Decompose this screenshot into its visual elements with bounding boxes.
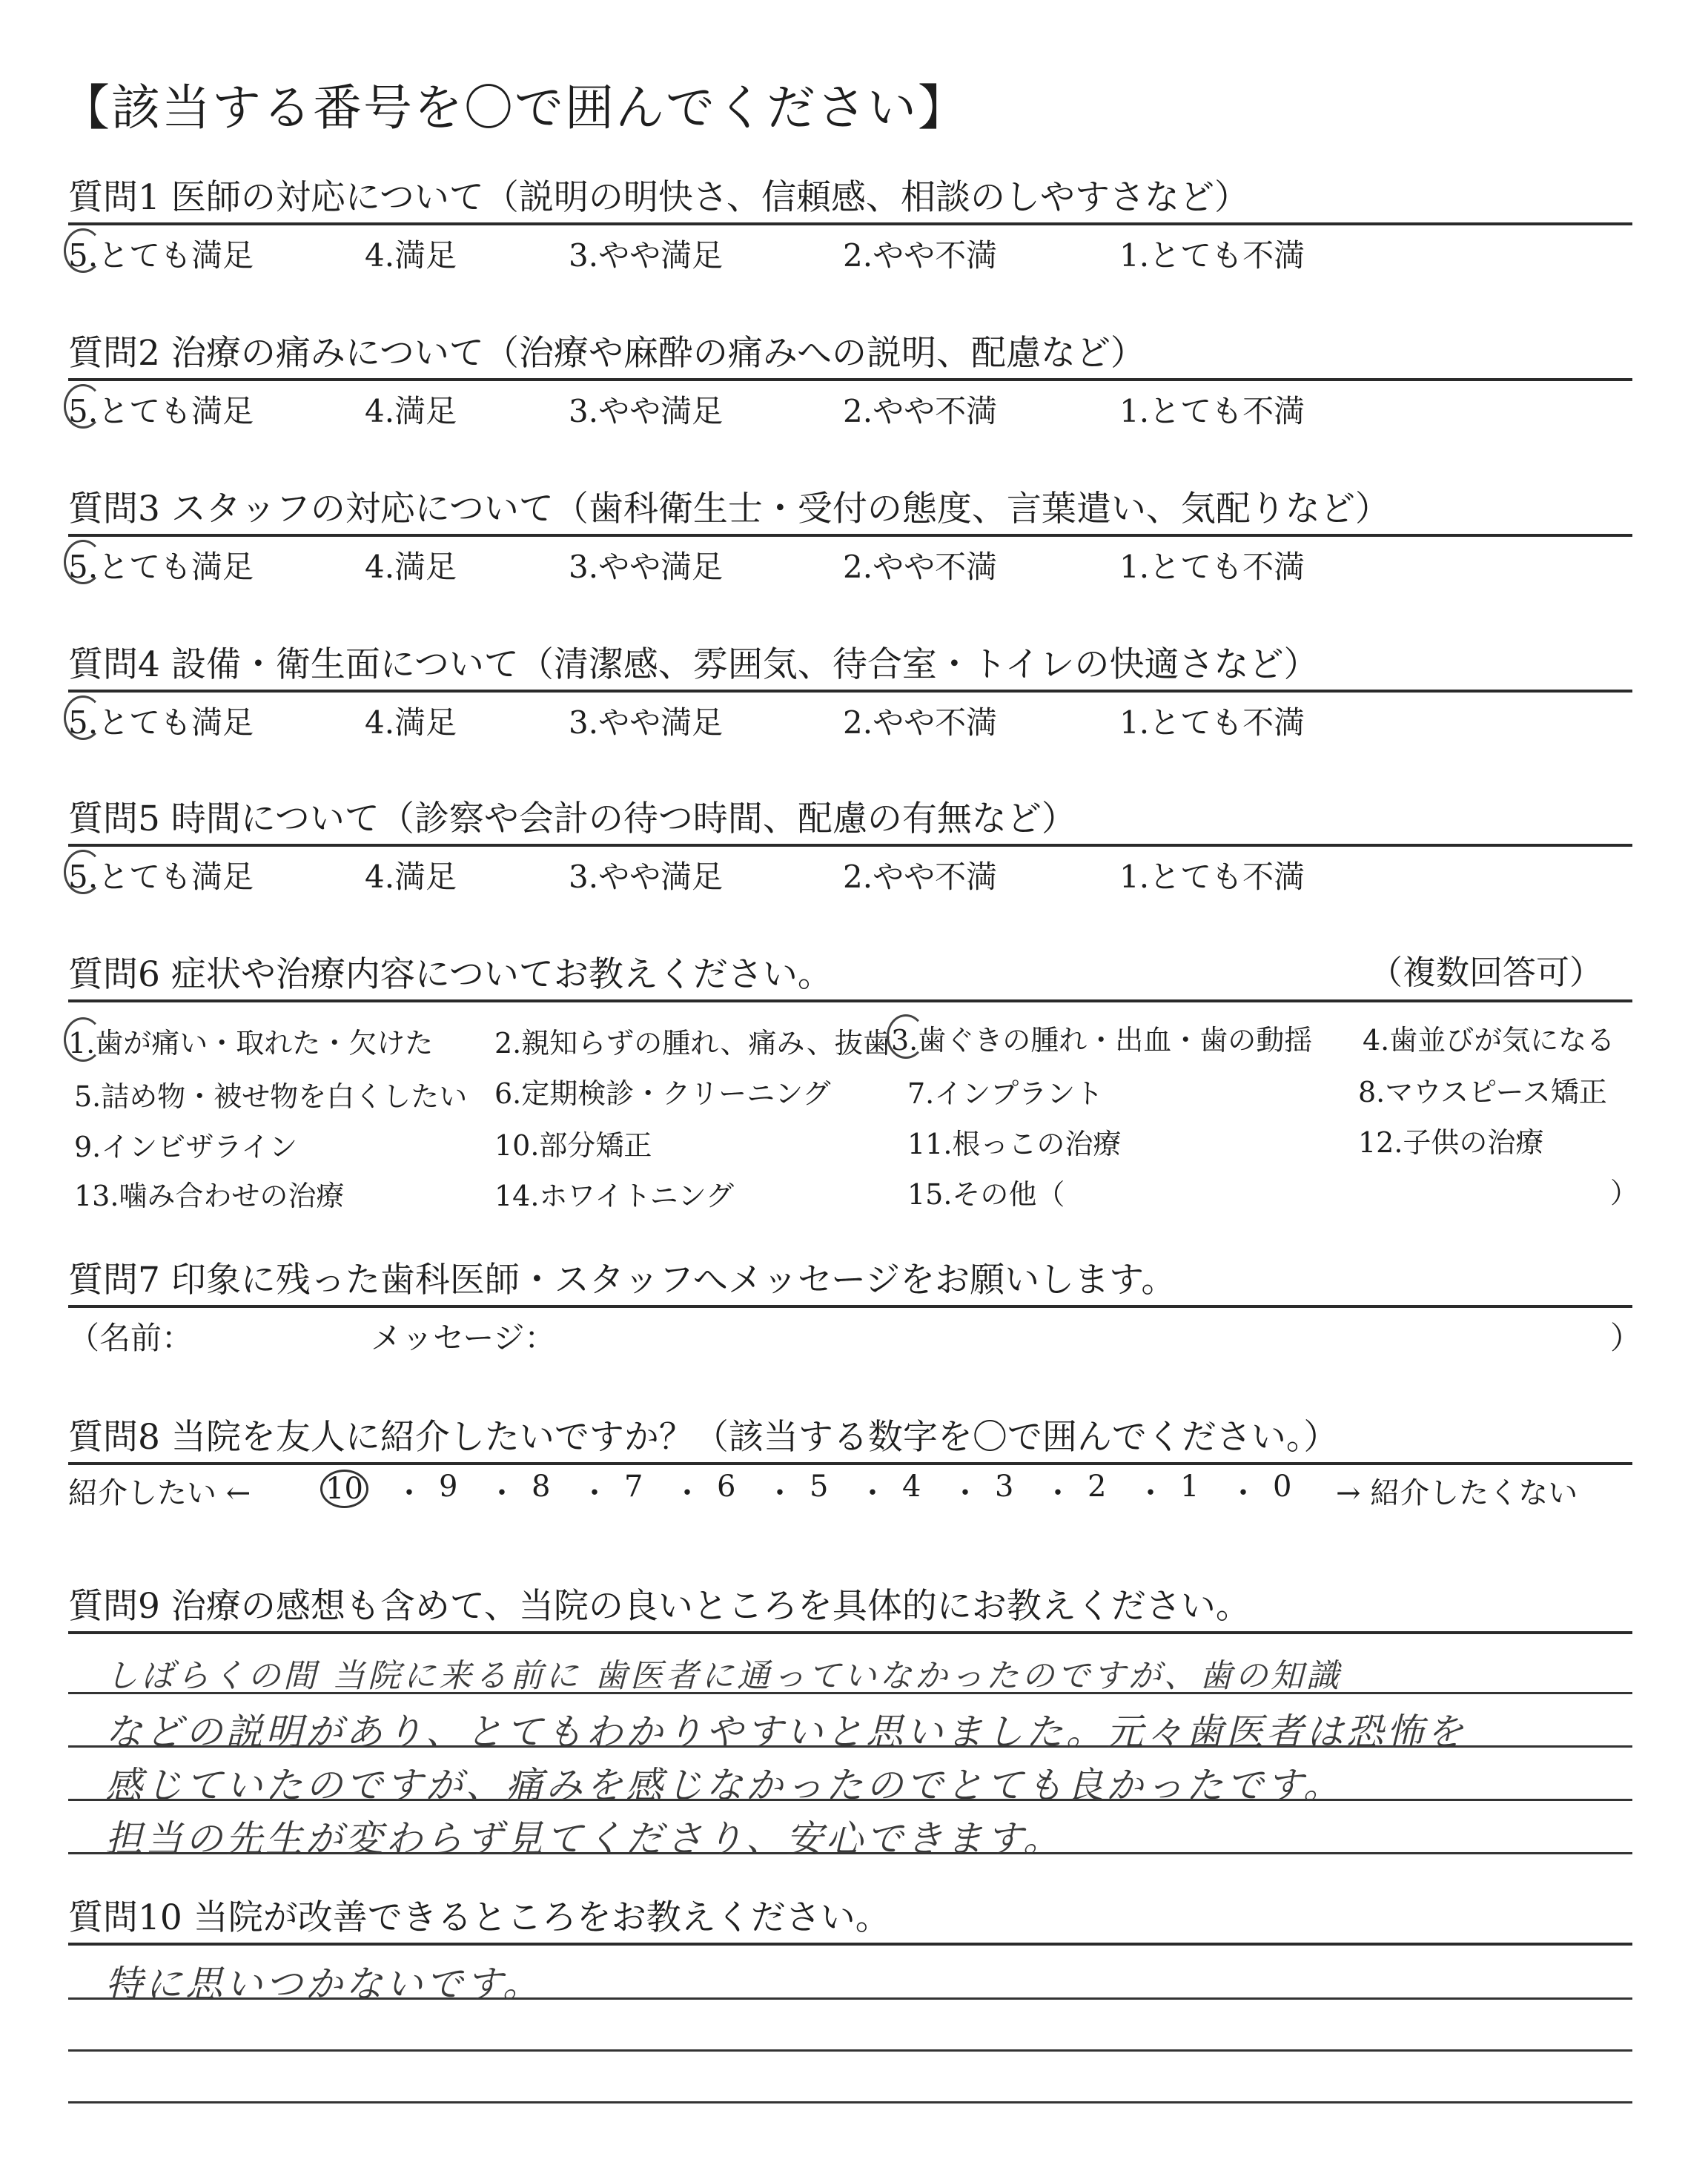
question-2-options [68,381,1632,433]
q6-option-8[interactable]: 8.マウスピース矯正 [1358,1076,1607,1108]
question-8-title: 質問8 当院を友人に紹介したいですか？（該当する数字を〇で囲んでください。） [68,1417,1339,1458]
question-4-header [68,630,1632,693]
selection-circle [64,695,102,740]
q1-option-2[interactable]: 2.やや不満 [843,237,998,274]
q6-option-1[interactable]: 1.歯が痛い・取れた・欠けた [68,1020,433,1061]
scale-10[interactable]: 10 [320,1470,368,1508]
q6-option-11[interactable]: 11.根っこの治療 [907,1128,1122,1160]
q2-option-2[interactable]: 2.やや不満 [843,393,998,429]
handwritten-line: などの説明があり、とてもわかりやすいと思いました。元々歯医者は恐怖を [105,1711,1466,1754]
question-6 [68,940,1639,1225]
question-4-title: 質問4 設備・衛生面について（清潔感、雰囲気、待合室・トイレの快適さなど） [68,644,1319,685]
q3-option-5[interactable]: 5.とても満足 [68,543,254,587]
q1-option-5[interactable]: 5.とても満足 [68,231,254,276]
q4-option-1[interactable]: 1.とても不満 [1119,704,1305,741]
scale-2[interactable]: 2 [1088,1470,1107,1504]
question-10-header [68,1883,1632,1946]
question-4 [68,630,1632,744]
q6-option-10[interactable]: 10.部分矯正 [494,1129,652,1162]
scale-dot: ・ [1228,1476,1258,1510]
question-1 [68,163,1632,277]
question-6-title: 質問6 症状や治療内容についてお教えください。 [68,954,833,995]
scale-dot: ・ [580,1476,609,1510]
question-6-note: （複数回答可） [1368,953,1603,992]
scale-dot: ・ [765,1476,795,1510]
question-3-header [68,475,1632,537]
scale-6[interactable]: 6 [717,1470,736,1504]
selection-circle [64,384,102,429]
q5-option-1[interactable]: 1.とても不満 [1119,859,1305,895]
handwritten-line: 特に思いつかないです。 [105,1963,543,2006]
scale-9[interactable]: 9 [439,1470,458,1504]
question-6-options [68,1002,1639,1225]
scale-3[interactable]: 3 [995,1470,1014,1504]
question-10 [68,1883,1632,2168]
selection-circle [64,1017,102,1062]
question-3-title: 質問3 スタッフの対応について（歯科衛生士・受付の態度、言葉遣い、気配りなど） [68,489,1390,529]
question-4-options [68,693,1632,744]
q6-option-5[interactable]: 5.詰め物・被せ物を白くしたい [74,1080,468,1113]
question-7 [68,1246,1642,1360]
q6-option-14[interactable]: 14.ホワイトニング [494,1180,735,1212]
question-1-title: 質問1 医師の対応について（説明の明快さ、信頼感、相談のしやすさなど） [68,177,1250,218]
q6-option-7[interactable]: 7.インプラント [907,1077,1104,1110]
question-10-answer-area[interactable] [68,1946,1632,2168]
question-5-title: 質問5 時間について（診察や会計の待つ時間、配慮の有無など） [68,799,1076,839]
question-6-header [68,940,1632,1002]
handwritten-line: 感じていたのですが、痛みを感じなかったのでとても良かったです。 [105,1764,1343,1807]
q2-option-3[interactable]: 3.やや満足 [569,393,724,429]
question-3-options [68,537,1632,589]
question-7-title: 質問7 印象に残った歯科医師・スタッフへメッセージをお願いします。 [68,1260,1176,1301]
question-9-answer-area[interactable] [68,1634,1632,1901]
q1-option-1[interactable]: 1.とても不満 [1119,237,1305,274]
scale-right-label: → 紹介したくない [1336,1476,1578,1510]
q6-option-6[interactable]: 6.定期検診・クリーニング [494,1077,831,1110]
scale-dot: ・ [672,1476,702,1510]
scale-dot: ・ [950,1476,980,1510]
q6-option-13[interactable]: 13.噛み合わせの治療 [74,1180,345,1212]
question-8-scale [68,1465,1632,1517]
question-2 [68,319,1632,433]
scale-1[interactable]: 1 [1180,1470,1199,1504]
q5-option-4[interactable]: 4.満足 [365,859,457,895]
scale-dot: ・ [1043,1476,1073,1510]
q6-option-2[interactable]: 2.親知らずの腫れ、痛み、抜歯 [494,1027,891,1060]
scale-0[interactable]: 0 [1273,1470,1292,1504]
q6-option-15[interactable]: 15.その他（ [907,1178,1065,1211]
q6-option-3[interactable]: 3.歯ぐきの腫れ・出血・歯の動揺 [891,1017,1312,1058]
q1-option-3[interactable]: 3.やや満足 [569,237,724,274]
q3-option-2[interactable]: 2.やや不満 [843,549,998,585]
question-5-options [68,847,1632,899]
answer-line [68,2101,1632,2103]
question-9 [68,1572,1632,1901]
q6-other-close: ） [1610,1177,1639,1209]
q4-option-3[interactable]: 3.やや満足 [569,704,724,741]
scale-dot: ・ [858,1476,887,1510]
selection-circle [64,850,102,894]
q3-option-1[interactable]: 1.とても不満 [1119,549,1305,585]
q3-option-4[interactable]: 4.満足 [365,549,457,585]
scale-dot: ・ [1136,1476,1165,1510]
q5-option-5[interactable]: 5.とても満足 [68,853,254,897]
q3-option-3[interactable]: 3.やや満足 [569,549,724,585]
scale-4[interactable]: 4 [902,1470,921,1504]
q6-option-9[interactable]: 9.インビザライン [74,1131,298,1163]
question-7-header [68,1246,1632,1308]
q7-close: ） [1610,1320,1642,1356]
scale-5[interactable]: 5 [810,1470,829,1504]
scale-7[interactable]: 7 [624,1470,643,1504]
q4-option-5[interactable]: 5.とても満足 [68,698,254,743]
question-9-title: 質問9 治療の感想も含めて、当院の良いところを具体的にお教えください。 [68,1586,1251,1627]
q2-option-4[interactable]: 4.満足 [365,393,457,429]
q5-option-2[interactable]: 2.やや不満 [843,859,998,895]
question-8 [68,1403,1632,1517]
q6-option-12[interactable]: 12.子供の治療 [1358,1126,1544,1159]
question-1-options [68,225,1632,277]
question-2-header [68,319,1632,381]
answer-line [68,2049,1632,2052]
q2-option-5[interactable]: 5.とても満足 [68,387,254,432]
q6-option-4[interactable]: 4.歯並びが気になる [1363,1024,1615,1057]
question-8-header [68,1403,1632,1465]
selection-circle [64,228,102,273]
handwritten-line: 担当の先生が変わらず見てくださり、安心できます。 [105,1817,1063,1860]
question-5-header [68,784,1632,847]
selection-circle [887,1014,925,1059]
question-2-title: 質問2 治療の痛みについて（治療や麻酔の痛みへの説明、配慮など） [68,333,1145,374]
question-1-header [68,163,1632,225]
q2-option-1[interactable]: 1.とても不満 [1119,393,1305,429]
scale-left-label: 紹介したい ← [68,1476,251,1510]
question-9-header [68,1572,1632,1634]
q4-option-4[interactable]: 4.満足 [365,704,457,741]
q7-message-label[interactable]: メッセージ： [371,1320,556,1356]
scale-dot: ・ [487,1476,517,1510]
handwritten-line: しばらくの間 当院に来る前に 歯医者に通っていなかったのですが、歯の知識 [105,1657,1342,1695]
q7-name-label[interactable]: （名前： [68,1320,193,1356]
q5-option-3[interactable]: 3.やや満足 [569,859,724,895]
question-10-title: 質問10 当院が改善できるところをお教えください。 [68,1897,890,1938]
question-7-fields [68,1308,1642,1360]
question-5 [68,784,1632,899]
scale-dot: ・ [394,1476,424,1510]
q1-option-4[interactable]: 4.満足 [365,237,457,274]
selection-circle [64,540,102,584]
question-3 [68,475,1632,589]
scale-8[interactable]: 8 [532,1470,551,1504]
q4-option-2[interactable]: 2.やや不満 [843,704,998,741]
page-title: 【該当する番号を〇で囲んでください】 [61,79,968,136]
